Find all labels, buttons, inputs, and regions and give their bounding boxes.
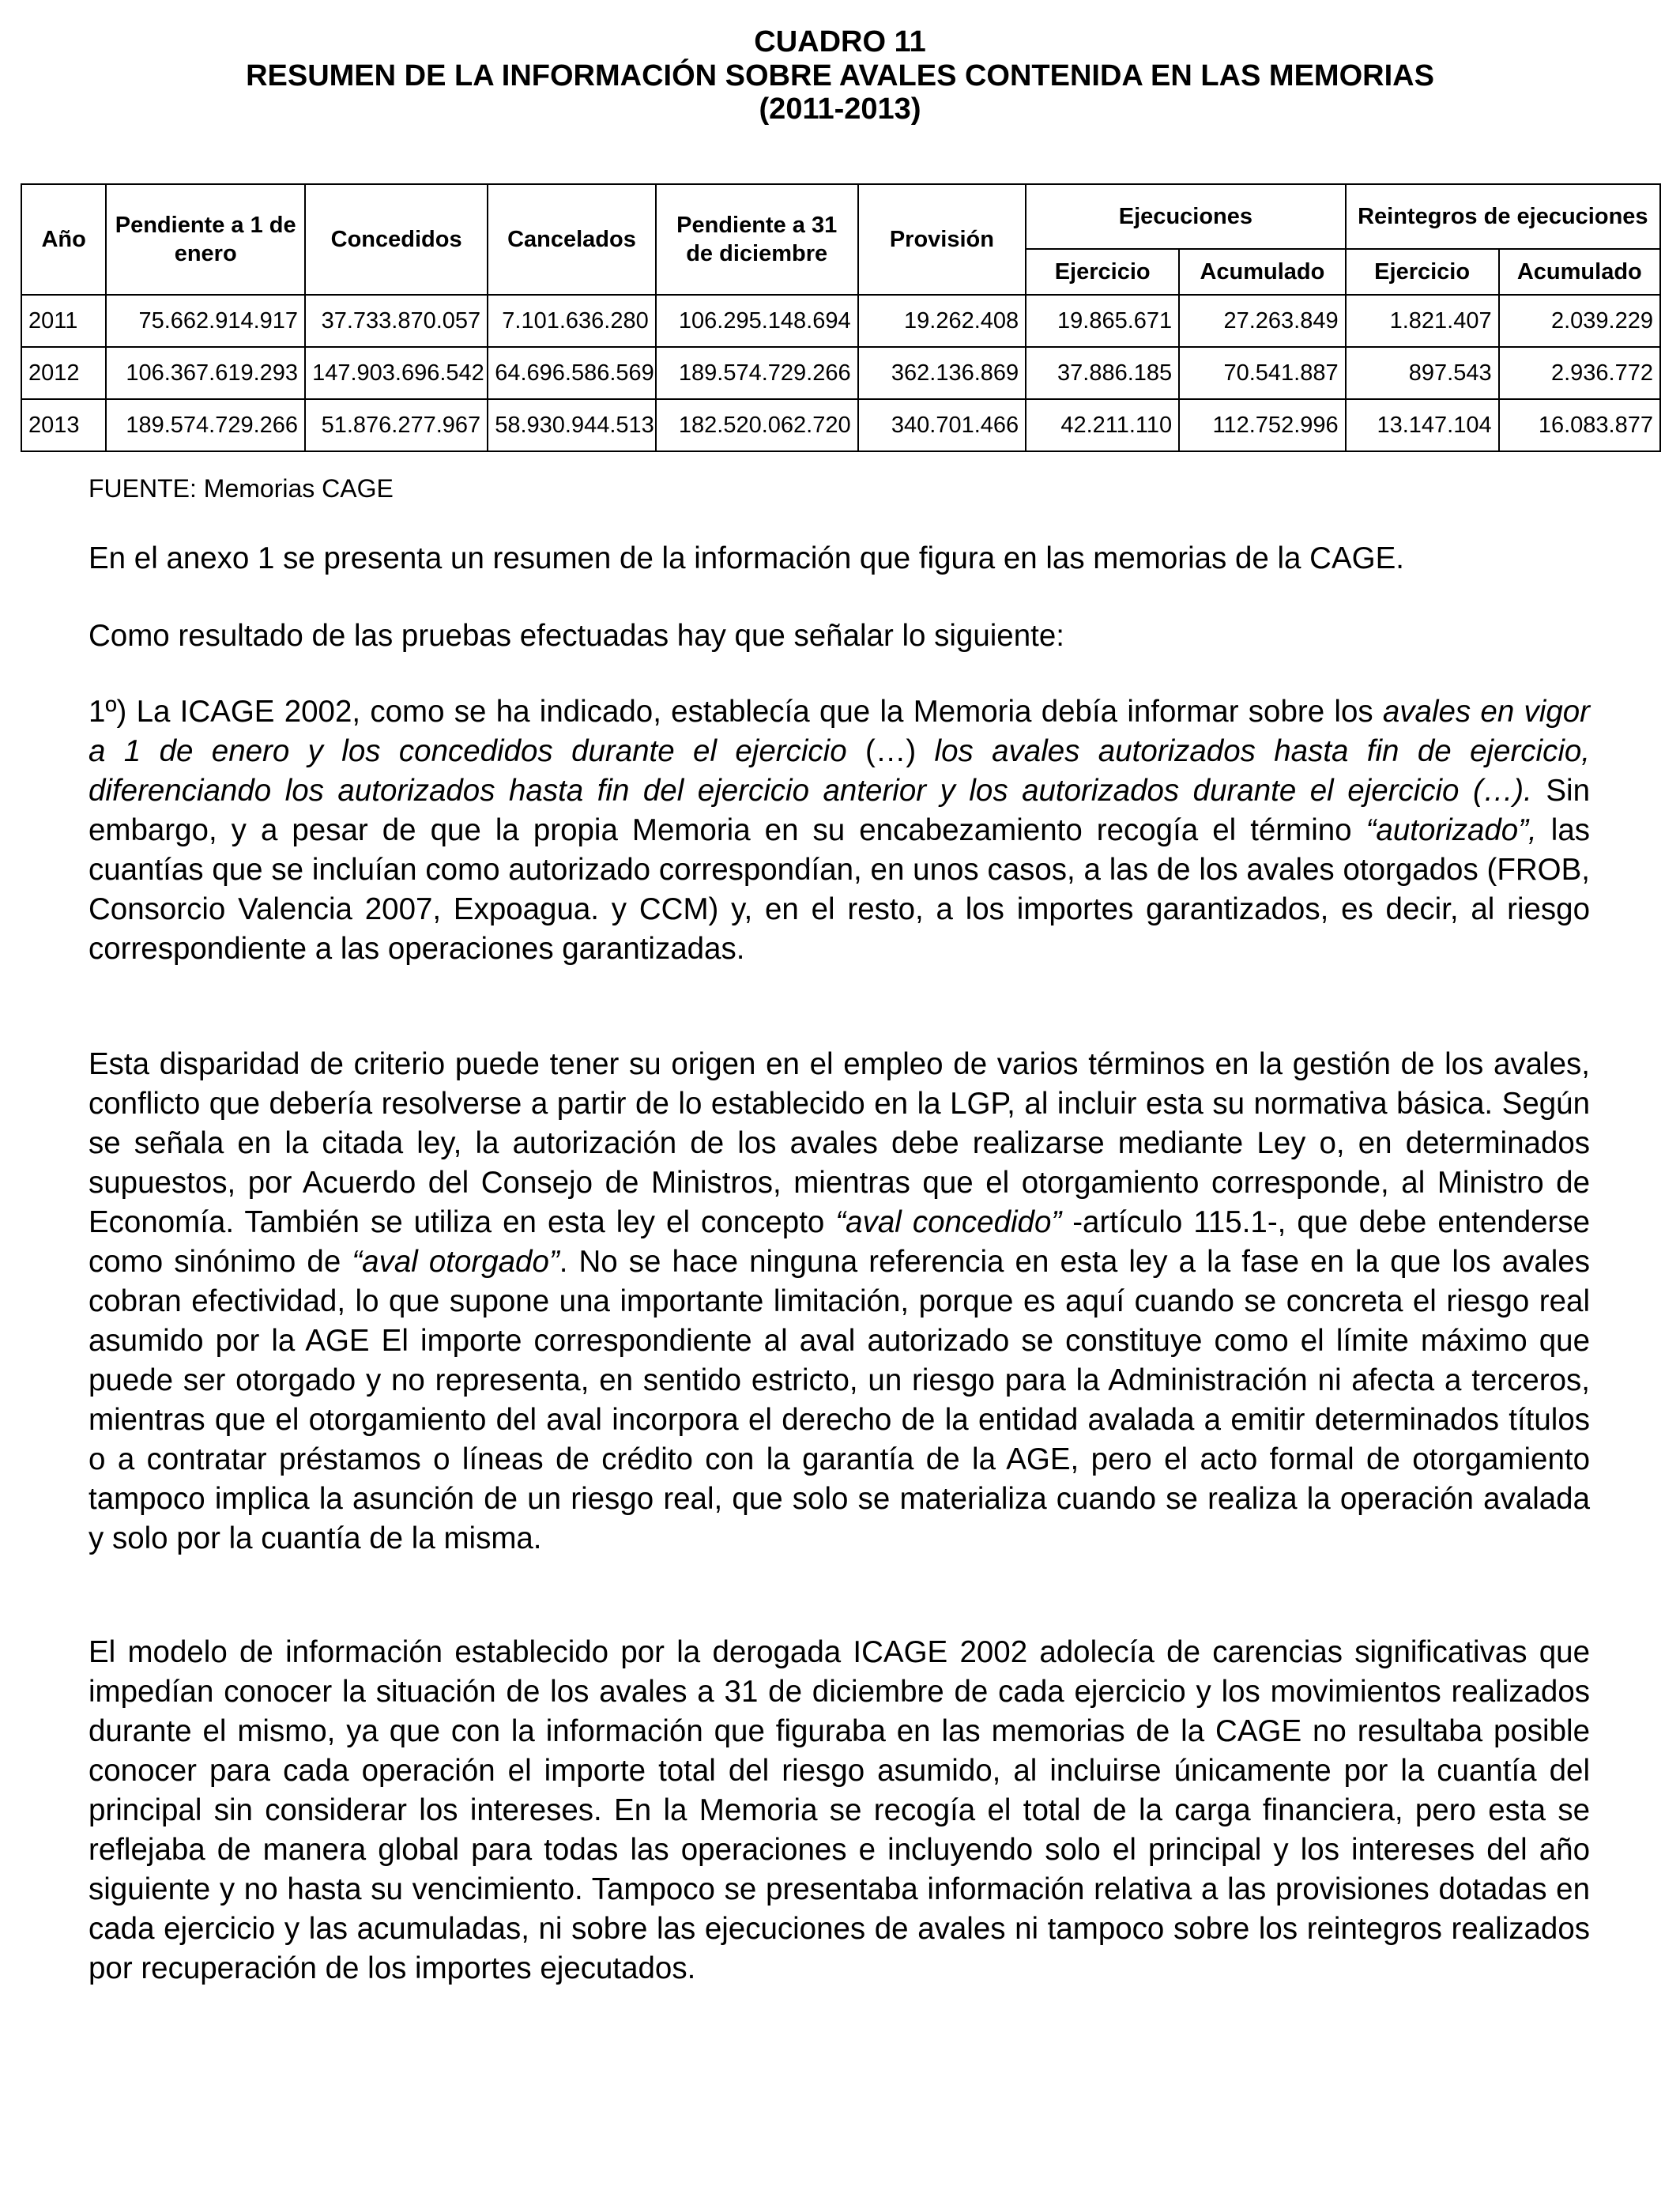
cell-executions-accumulated: 27.263.849 <box>1179 295 1345 347</box>
cell-pending-jan: 75.662.914.917 <box>106 295 305 347</box>
header-pending-dec: Pendiente a 31 de diciembre <box>656 184 858 295</box>
cell-pending-dec: 189.574.729.266 <box>656 347 858 399</box>
text-run: . No se hace ninguna referencia en esta ley a la fase en la que los avales cobran efectividad, lo que supone una importante limitación, porque es aquí cuando se concreta el riesgo real asumido por la AGE El importe correspondiente al aval autorizado se constituye como el límite máximo que puede ser otorgado y no representa, en sentido estricto, un riesgo para la Administración ni afecta a terceros, mientras que el otorgamiento del aval incorpora el derecho de la entidad avalada a emitir determinados títulos o a contratar préstamos o líneas de crédito con la garantía de la AGE, pero el acto formal de otorgamiento tampoco implica la asunción de un riesgo real, que solo se materializa cuando se realiza la operación avalada y solo por la cuantía de la misma. <box>89 1245 1590 1555</box>
paragraph-results-intro: Como resultado de las pruebas efectuadas hay que señalar lo siguiente: <box>89 619 1064 653</box>
table-row <box>21 295 1660 347</box>
cell-refunds-exercise: 897.543 <box>1346 347 1499 399</box>
table-heading <box>0 25 1680 126</box>
cell-provision: 340.701.466 <box>858 399 1026 451</box>
cell-refunds-exercise: 1.821.407 <box>1346 295 1499 347</box>
cell-pending-dec: 106.295.148.694 <box>656 295 858 347</box>
cell-executions-exercise: 19.865.671 <box>1026 295 1179 347</box>
cell-cancelled: 58.930.944.513 <box>488 399 656 451</box>
header-executions: Ejecuciones <box>1026 184 1345 249</box>
header-granted: Concedidos <box>305 184 488 295</box>
header-pending-jan: Pendiente a 1 de enero <box>106 184 305 295</box>
text-run: 1º) La ICAGE 2002, como se ha indicado, establecía que la Memoria debía informar sobre los <box>89 695 1383 729</box>
cell-cancelled: 7.101.636.280 <box>488 295 656 347</box>
header-year: Año <box>21 184 106 295</box>
text-run: las cuantías que se incluían como autorizado correspondían, en unos casos, a las de los avales otorgados (FROB, Consorcio Valencia 2007, Expoagua. y CCM) y, en el resto, a los importes garantizados, es decir, al riesgo correspondiente a las operaciones garantizadas. <box>89 813 1590 966</box>
italic-term: “aval otorgado” <box>352 1245 559 1279</box>
cell-pending-jan: 106.367.619.293 <box>106 347 305 399</box>
cell-refunds-exercise: 13.147.104 <box>1346 399 1499 451</box>
text-run: Sin embargo, y a pesar de que la propia Memoria en su encabezamiento recogía el término <box>89 774 1590 847</box>
table-source: FUENTE: Memorias CAGE <box>89 474 394 503</box>
header-refunds: Reintegros de ejecuciones <box>1346 184 1660 249</box>
table-period: (2011-2013) <box>759 92 921 126</box>
table-row <box>21 347 1660 399</box>
table-row <box>21 399 1660 451</box>
cell-executions-accumulated: 112.752.996 <box>1179 399 1345 451</box>
table-title: RESUMEN DE LA INFORMACIÓN SOBRE AVALES CONTENIDA EN LAS MEMORIAS <box>246 58 1434 92</box>
cell-executions-accumulated: 70.541.887 <box>1179 347 1345 399</box>
cell-year: 2011 <box>21 295 106 347</box>
cell-granted: 37.733.870.057 <box>305 295 488 347</box>
cell-pending-dec: 182.520.062.720 <box>656 399 858 451</box>
cell-refunds-accumulated: 16.083.877 <box>1499 399 1660 451</box>
italic-term: “autorizado”, <box>1365 813 1537 847</box>
subheader-refunds-accumulated: Acumulado <box>1499 249 1660 295</box>
cell-refunds-accumulated: 2.039.229 <box>1499 295 1660 347</box>
table-number: CUADRO 11 <box>754 25 926 58</box>
paragraph-annex: En el anexo 1 se presenta un resumen de la información que figura en las memorias de la CAGE. <box>89 541 1404 575</box>
cell-granted: 147.903.696.542 <box>305 347 488 399</box>
text-run: -artículo 115.1-, que debe entenderse como sinónimo de <box>89 1205 1590 1279</box>
cell-executions-exercise: 42.211.110 <box>1026 399 1179 451</box>
cell-year: 2013 <box>21 399 106 451</box>
cell-year: 2012 <box>21 347 106 399</box>
cell-refunds-accumulated: 2.936.772 <box>1499 347 1660 399</box>
header-cancelled: Cancelados <box>488 184 656 295</box>
cell-provision: 362.136.869 <box>858 347 1026 399</box>
header-provision: Provisión <box>858 184 1026 295</box>
italic-term: “aval concedido” <box>835 1205 1062 1239</box>
italic-quote: los avales autorizados hasta fin de ejercicio, diferenciando los autorizados hasta fin del ejercicio anterior y los autorizados durante el ejercicio (…). <box>89 734 1590 808</box>
cell-granted: 51.876.277.967 <box>305 399 488 451</box>
subheader-executions-accumulated: Acumulado <box>1179 249 1345 295</box>
subheader-refunds-exercise: Ejercicio <box>1346 249 1499 295</box>
paragraph-point-one <box>89 692 1590 969</box>
subheader-executions-exercise: Ejercicio <box>1026 249 1179 295</box>
avales-summary-table <box>21 183 1661 452</box>
paragraph-information-model: El modelo de información establecido por la derogada ICAGE 2002 adolecía de carencias significativas que impedían conocer la situación de los avales a 31 de diciembre de cada ejercicio y los movimientos realizados durante el mismo, ya que con la información que figuraba en las memorias de la CAGE no resultaba posible conocer para cada operación el importe total del riesgo asumido, al incluirse únicamente por la cuantía del principal sin considerar los intereses. En la Memoria se recogía el total de la carga financiera, pero esta se reflejaba de manera global para todas las operaciones e incluyendo solo el principal y los intereses del año siguiente y no hasta su vencimiento. Tampoco se presentaba información relativa a las provisiones dotadas en cada ejercicio y las acumuladas, ni sobre las ejecuciones de avales ni tampoco sobre los reintegros realizados por recuperación de los importes ejecutados. <box>89 1635 1590 1985</box>
cell-cancelled: 64.696.586.569 <box>488 347 656 399</box>
italic-quote: avales en vigor a 1 de enero y los concedidos durante el ejercicio <box>89 695 1590 768</box>
cell-provision: 19.262.408 <box>858 295 1026 347</box>
text-run: (…) <box>846 734 935 768</box>
cell-pending-jan: 189.574.729.266 <box>106 399 305 451</box>
text-run: Esta disparidad de criterio puede tener su origen en el empleo de varios términos en la gestión de los avales, conflicto que debería resolverse a partir de lo establecido en la LGP, al incluir esta su normativa básica. Según se señala en la citada ley, la autorización de los avales debe realizarse mediante Ley o, en determinados supuestos, por Acuerdo del Consejo de Ministros, mientras que el otorgamiento corresponde, al Ministro de Economía. También se utiliza en esta ley el concepto <box>89 1047 1590 1239</box>
paragraph-criteria-disparity <box>89 1045 1590 1559</box>
cell-executions-exercise: 37.886.185 <box>1026 347 1179 399</box>
